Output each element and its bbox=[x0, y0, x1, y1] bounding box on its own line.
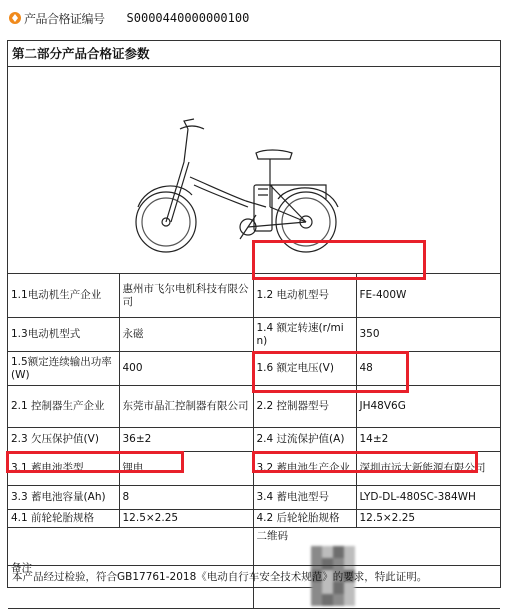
param-value: 惠州市飞尔电机科技有限公司 bbox=[119, 274, 253, 318]
param-value: 400 bbox=[119, 352, 253, 386]
bicycle-photo bbox=[8, 67, 500, 274]
param-value: 12.5×2.25 bbox=[119, 510, 253, 528]
param-label: 3.3 蓄电池容量(Ah) bbox=[8, 486, 119, 510]
table-row bbox=[8, 510, 500, 528]
param-label: 1.3电动机型式 bbox=[8, 318, 119, 352]
param-value: FE-400W bbox=[356, 274, 500, 318]
param-value: 东莞市晶汇控制器有限公司 bbox=[119, 386, 253, 428]
table-row bbox=[8, 274, 500, 318]
param-label: 2.4 过流保护值(A) bbox=[253, 428, 356, 452]
certificate-number: S0000440000000100 bbox=[126, 11, 250, 25]
param-label: 1.5额定连续输出功率(W) bbox=[8, 352, 119, 386]
param-label: 2.2 控制器型号 bbox=[253, 386, 356, 428]
certificate-sheet bbox=[7, 40, 501, 588]
param-value: 锂电 bbox=[119, 452, 253, 486]
param-value: 8 bbox=[119, 486, 253, 510]
param-value: 12.5×2.25 bbox=[356, 510, 500, 528]
compliance-statement: 本产品经过检验，符合GB17761-2018《电动自行车安全技术规范》的要求，特此证明。 bbox=[8, 565, 500, 587]
param-value: 36±2 bbox=[119, 428, 253, 452]
table-row bbox=[8, 352, 500, 386]
param-value: 350 bbox=[356, 318, 500, 352]
logo-icon bbox=[8, 11, 22, 25]
param-value: 深圳市远大新能源有限公司 bbox=[356, 452, 500, 486]
param-value: 14±2 bbox=[356, 428, 500, 452]
param-label: 1.1电动机生产企业 bbox=[8, 274, 119, 318]
table-row bbox=[8, 428, 500, 452]
param-value: 48 bbox=[356, 352, 500, 386]
param-value: LYD-DL-480SC-384WH bbox=[356, 486, 500, 510]
section-title: 第二部分产品合格证参数 bbox=[8, 41, 500, 67]
table-row bbox=[8, 452, 500, 486]
param-label: 3.2 蓄电池生产企业 bbox=[253, 452, 356, 486]
certificate-number-label: 产品合格证编号 bbox=[24, 11, 105, 26]
param-label: 2.1 控制器生产企业 bbox=[8, 386, 119, 428]
param-label: 3.4 蓄电池型号 bbox=[253, 486, 356, 510]
certificate-header bbox=[8, 6, 502, 30]
param-value: 永磁 bbox=[119, 318, 253, 352]
param-label: 1.2 电动机型号 bbox=[253, 274, 356, 318]
param-label: 3.1 蓄电池类型 bbox=[8, 452, 119, 486]
param-label: 1.4 额定转速(r/min) bbox=[253, 318, 356, 352]
table-row bbox=[8, 486, 500, 510]
parameter-table bbox=[8, 273, 500, 609]
param-label: 4.2 后轮轮胎规格 bbox=[253, 510, 356, 528]
param-label: 4.1 前轮轮胎规格 bbox=[8, 510, 119, 528]
param-label: 1.6 额定电压(V) bbox=[253, 352, 356, 386]
table-row bbox=[8, 386, 500, 428]
table-row bbox=[8, 318, 500, 352]
remarks-label: 备注 bbox=[8, 528, 253, 609]
param-label: 2.3 欠压保护值(V) bbox=[8, 428, 119, 452]
bicycle-drawing bbox=[8, 67, 500, 273]
param-value: JH48V6G bbox=[356, 386, 500, 428]
qr-label: 二维码 bbox=[256, 530, 288, 542]
